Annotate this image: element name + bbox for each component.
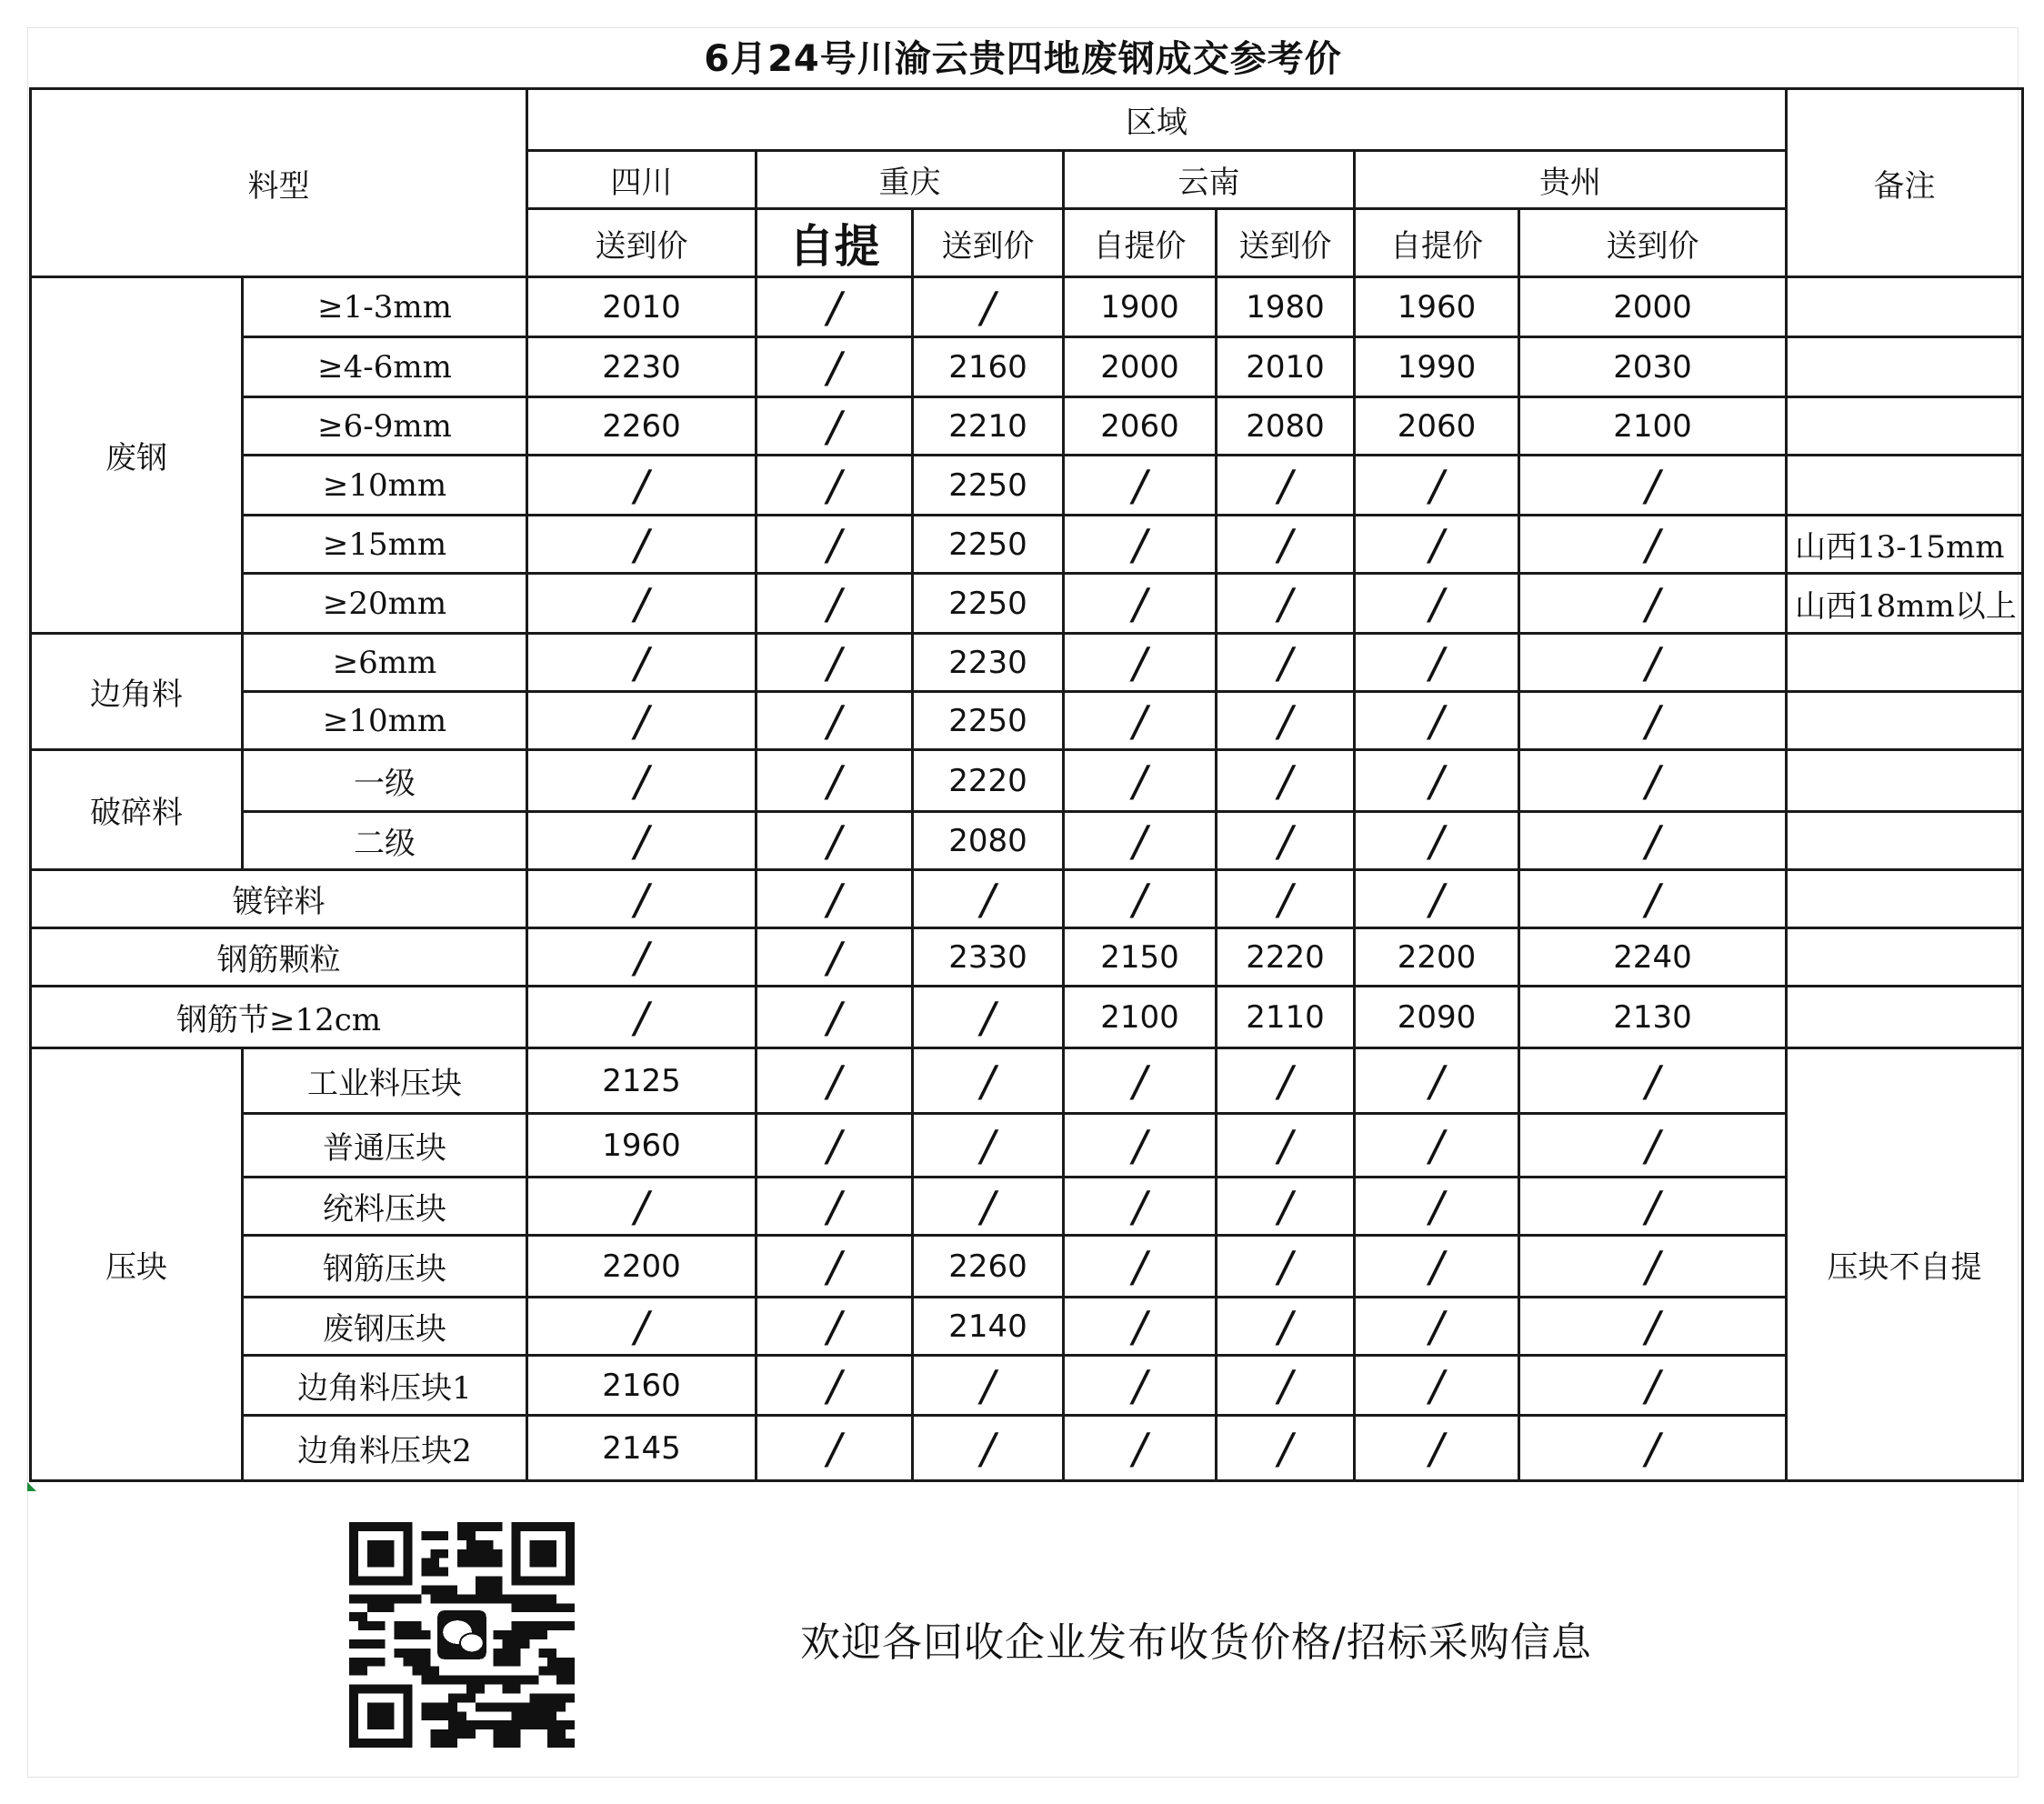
remark-cell [1787, 870, 2023, 928]
header-price-type: 送到价 [1217, 209, 1355, 277]
header-price-type: 送到价 [913, 209, 1064, 277]
price-cell: / [756, 1048, 913, 1114]
price-cell: 2220 [1217, 928, 1355, 987]
price-cell: / [1519, 1048, 1787, 1114]
price-cell: / [1064, 456, 1217, 516]
price-cell: / [527, 516, 756, 574]
price-cell: / [1064, 692, 1217, 750]
price-cell: / [756, 634, 913, 692]
price-cell: 2330 [913, 928, 1064, 987]
remark-cell [1787, 750, 2023, 812]
price-cell: / [527, 870, 756, 928]
price-cell: / [913, 870, 1064, 928]
spec-cell: 统料压块 [243, 1178, 527, 1236]
price-cell: 2200 [527, 1236, 756, 1298]
price-cell: / [1355, 574, 1519, 634]
price-cell: / [756, 812, 913, 870]
table-row [31, 397, 2023, 456]
price-cell: 2250 [913, 456, 1064, 516]
price-cell: 2010 [1217, 337, 1355, 397]
price-cell: / [1355, 1298, 1519, 1356]
header-province-guizhou: 贵州 [1355, 151, 1787, 209]
price-cell: / [1217, 870, 1355, 928]
price-cell: / [1519, 1236, 1787, 1298]
price-cell: / [1355, 812, 1519, 870]
header-province-sichuan: 四川 [527, 151, 756, 209]
remark-cell [1787, 397, 2023, 456]
price-cell: / [1217, 1416, 1355, 1481]
table-row [31, 1236, 2023, 1298]
price-cell: / [1355, 692, 1519, 750]
remark-cell: 山西18mm以上 [1787, 574, 2023, 634]
footer-message: 欢迎各回收企业发布收货价格/招标采购信息 [800, 1619, 1592, 1666]
price-cell: 2140 [913, 1298, 1064, 1356]
price-cell: / [756, 397, 913, 456]
price-cell: / [1217, 634, 1355, 692]
price-cell: / [1519, 516, 1787, 574]
price-cell: / [913, 987, 1064, 1048]
category-cell: 破碎料 [31, 750, 243, 870]
price-cell: / [1217, 812, 1355, 870]
price-cell: / [1064, 634, 1217, 692]
price-cell: / [1217, 1356, 1355, 1416]
price-cell: / [756, 692, 913, 750]
header-price-type: 送到价 [1519, 209, 1787, 277]
price-cell: / [1064, 812, 1217, 870]
price-cell: / [1217, 574, 1355, 634]
price-cell: / [756, 987, 913, 1048]
remark-cell [1787, 456, 2023, 516]
price-cell: / [1355, 1236, 1519, 1298]
remark-cell [1787, 812, 2023, 870]
remark-cell [1787, 634, 2023, 692]
price-cell: / [1217, 516, 1355, 574]
price-cell: / [1064, 1298, 1217, 1356]
price-cell: / [1355, 1178, 1519, 1236]
spec-cell: ≥6mm [243, 634, 527, 692]
header-remarks: 备注 [1787, 89, 2023, 277]
price-cell: / [1217, 1048, 1355, 1114]
spec-cell: ≥10mm [243, 456, 527, 516]
price-cell: 2230 [527, 337, 756, 397]
price-cell: 2100 [1519, 397, 1787, 456]
price-cell: / [1217, 1114, 1355, 1178]
header-material-type: 料型 [31, 89, 527, 277]
price-cell: / [527, 750, 756, 812]
price-cell: 2010 [527, 277, 756, 337]
price-cell: / [913, 1416, 1064, 1481]
spec-cell: 边角料压块2 [243, 1416, 527, 1481]
price-cell: / [527, 574, 756, 634]
price-cell: 2250 [913, 516, 1064, 574]
header-price-type: 自提价 [1355, 209, 1519, 277]
price-cell: / [527, 1178, 756, 1236]
price-cell: / [1519, 574, 1787, 634]
header-price-type: 送到价 [527, 209, 756, 277]
price-cell: 2145 [527, 1416, 756, 1481]
price-cell: / [1217, 1236, 1355, 1298]
price-cell: 2210 [913, 397, 1064, 456]
spec-cell: 钢筋节≥12cm [31, 987, 527, 1048]
price-cell: / [1064, 574, 1217, 634]
price-cell: / [1064, 1178, 1217, 1236]
spec-cell: 工业料压块 [243, 1048, 527, 1114]
price-cell: / [756, 516, 913, 574]
price-cell: 2000 [1064, 337, 1217, 397]
price-cell: 2260 [527, 397, 756, 456]
price-cell: 2150 [1064, 928, 1217, 987]
table-row [31, 1048, 2023, 1114]
price-cell: / [1355, 634, 1519, 692]
price-cell: / [756, 870, 913, 928]
category-cell: 边角料 [31, 634, 243, 750]
price-cell: 2090 [1355, 987, 1519, 1048]
price-cell: / [1355, 750, 1519, 812]
table-row [31, 1178, 2023, 1236]
category-cell: 压块 [31, 1048, 243, 1481]
remark-cell [1787, 337, 2023, 397]
price-cell: / [1355, 516, 1519, 574]
price-cell: / [756, 337, 913, 397]
price-cell: 2240 [1519, 928, 1787, 987]
wechat-qr-code-icon [349, 1520, 575, 1749]
table-row [31, 750, 2023, 812]
price-cell: / [527, 928, 756, 987]
price-cell: / [1519, 1114, 1787, 1178]
price-cell: / [1064, 1114, 1217, 1178]
price-cell: / [1064, 1356, 1217, 1416]
price-cell: / [756, 1178, 913, 1236]
price-cell: 2030 [1519, 337, 1787, 397]
price-cell: / [1355, 870, 1519, 928]
price-cell: / [913, 1114, 1064, 1178]
price-cell: 2200 [1355, 928, 1519, 987]
price-cell: / [1519, 1298, 1787, 1356]
price-cell: / [756, 1356, 913, 1416]
spec-cell: 二级 [243, 812, 527, 870]
price-cell: / [756, 928, 913, 987]
remark-cell [1787, 277, 2023, 337]
price-cell: 1990 [1355, 337, 1519, 397]
spec-cell: 镀锌料 [31, 870, 527, 928]
remark-cell [1787, 692, 2023, 750]
price-cell: / [756, 574, 913, 634]
price-cell: 2060 [1064, 397, 1217, 456]
price-cell: 2220 [913, 750, 1064, 812]
table-row [31, 1114, 2023, 1178]
price-cell: 2160 [913, 337, 1064, 397]
price-cell: / [1519, 812, 1787, 870]
price-cell: / [527, 692, 756, 750]
spec-cell: ≥20mm [243, 574, 527, 634]
price-cell: / [756, 456, 913, 516]
table-row [31, 692, 2023, 750]
table-row [31, 870, 2023, 928]
header-region: 区域 [527, 89, 1787, 151]
price-cell: / [1064, 1236, 1217, 1298]
price-cell: / [913, 277, 1064, 337]
price-cell: / [527, 987, 756, 1048]
header-price-type: 自提 [756, 209, 913, 277]
price-cell: / [1355, 1356, 1519, 1416]
price-cell: / [1519, 456, 1787, 516]
price-cell: / [756, 1236, 913, 1298]
price-cell: / [1217, 456, 1355, 516]
table-row [31, 337, 2023, 397]
price-cell: / [913, 1048, 1064, 1114]
spec-cell: ≥4-6mm [243, 337, 527, 397]
header-province-yunnan: 云南 [1064, 151, 1355, 209]
spec-cell: ≥6-9mm [243, 397, 527, 456]
header-price-type: 自提价 [1064, 209, 1217, 277]
price-cell: / [1355, 1416, 1519, 1481]
price-cell: / [756, 750, 913, 812]
spec-cell: ≥15mm [243, 516, 527, 574]
table-row [31, 456, 2023, 516]
price-cell: 2125 [527, 1048, 756, 1114]
price-cell: / [1217, 1178, 1355, 1236]
table-row [31, 987, 2023, 1048]
table-row [31, 574, 2023, 634]
price-cell: / [1217, 1298, 1355, 1356]
price-cell: 2130 [1519, 987, 1787, 1048]
price-cell: / [1519, 634, 1787, 692]
price-cell: 2080 [1217, 397, 1355, 456]
price-cell: / [1355, 456, 1519, 516]
table-row [31, 277, 2023, 337]
spec-cell: 普通压块 [243, 1114, 527, 1178]
price-cell: / [527, 634, 756, 692]
price-cell: / [1519, 1178, 1787, 1236]
price-cell: / [1064, 870, 1217, 928]
spec-cell: 边角料压块1 [243, 1356, 527, 1416]
price-cell: / [1064, 1048, 1217, 1114]
price-cell: / [756, 1298, 913, 1356]
price-cell: 2060 [1355, 397, 1519, 456]
price-cell: / [1519, 1356, 1787, 1416]
table-row [31, 812, 2023, 870]
spec-cell: 一级 [243, 750, 527, 812]
price-cell: / [1355, 1114, 1519, 1178]
price-cell: 2160 [527, 1356, 756, 1416]
price-cell: 1960 [1355, 277, 1519, 337]
spec-cell: 钢筋压块 [243, 1236, 527, 1298]
spec-cell: 废钢压块 [243, 1298, 527, 1356]
price-cell: / [1064, 516, 1217, 574]
cell-corner-marker [27, 1482, 36, 1491]
remark-cell [1787, 928, 2023, 987]
table-row [31, 1416, 2023, 1481]
price-cell: 1980 [1217, 277, 1355, 337]
price-cell: / [527, 812, 756, 870]
price-cell: / [1217, 692, 1355, 750]
price-cell: 2080 [913, 812, 1064, 870]
table-row [31, 1356, 2023, 1416]
remark-cell: 山西13-15mm [1787, 516, 2023, 574]
price-cell: / [1217, 750, 1355, 812]
price-cell: / [1519, 750, 1787, 812]
price-cell: / [913, 1178, 1064, 1236]
table-row [31, 634, 2023, 692]
remark-cell [1787, 987, 2023, 1048]
price-cell: / [1519, 1416, 1787, 1481]
price-cell: / [1064, 750, 1217, 812]
table-row [31, 1298, 2023, 1356]
price-cell: / [1355, 1048, 1519, 1114]
price-cell: / [1519, 692, 1787, 750]
price-cell: 1960 [527, 1114, 756, 1178]
category-cell: 废钢 [31, 277, 243, 634]
price-cell: / [527, 456, 756, 516]
price-table [29, 87, 2024, 1482]
price-cell: 2260 [913, 1236, 1064, 1298]
bale-remark-cell: 压块不自提 [1787, 1048, 2023, 1481]
price-cell: 2250 [913, 574, 1064, 634]
table-row [31, 928, 2023, 987]
header-province-chongqing: 重庆 [756, 151, 1064, 209]
table-row [31, 516, 2023, 574]
price-cell: / [756, 277, 913, 337]
price-cell: / [756, 1114, 913, 1178]
spec-cell: ≥10mm [243, 692, 527, 750]
price-cell: 2000 [1519, 277, 1787, 337]
price-cell: / [1064, 1416, 1217, 1481]
page-title: 6月24号川渝云贵四地废钢成交参考价 [704, 38, 1342, 80]
price-cell: / [913, 1356, 1064, 1416]
price-cell: 2100 [1064, 987, 1217, 1048]
price-cell: / [1519, 870, 1787, 928]
price-cell: 2110 [1217, 987, 1355, 1048]
price-cell: 2230 [913, 634, 1064, 692]
spec-cell: ≥1-3mm [243, 277, 527, 337]
price-cell: / [756, 1416, 913, 1481]
price-cell: 1900 [1064, 277, 1217, 337]
spec-cell: 钢筋颗粒 [31, 928, 527, 987]
price-cell: 2250 [913, 692, 1064, 750]
price-cell: / [527, 1298, 756, 1356]
